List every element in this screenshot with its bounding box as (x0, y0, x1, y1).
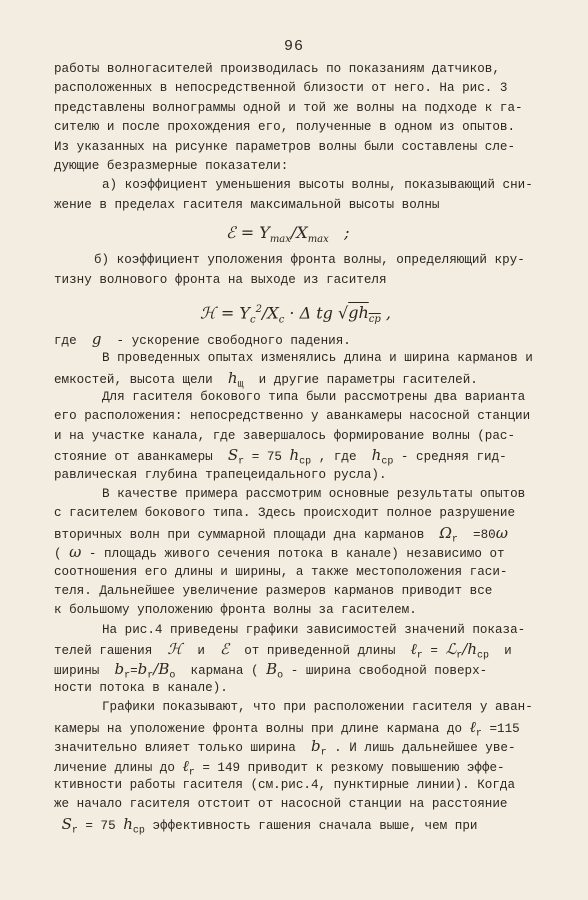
text-line: личение длины до ℓ$_r$ = 149 приводит к резкому повышению эффе- (54, 756, 505, 779)
text-line: тизну волнового фронта на выходе из гасителя (54, 272, 387, 287)
page-number: 96 (283, 38, 304, 55)
text-line: жение в пределах гасителя максимальной высоты волны (54, 197, 440, 212)
formula-h: ℋ = $Y_c^2/X_c \cdot \Delta$ tg $√gh_{cp}$ , (200, 303, 391, 326)
text-line: его расположения: непосредственно у аванкамеры насосной станции (54, 409, 531, 424)
text-line: работы волногасителей производилась по показаниям датчиков, (54, 62, 500, 76)
formula-epsilon: ℰ = $Y_{max}/X_{max}$ ; (226, 223, 350, 246)
text-line: Из указанных на рисунке параметров волны были составлены сле- (54, 139, 516, 154)
text-line: дующие безразмерные показатели: (54, 158, 289, 173)
text-line: телей гашения ℋ и ℰ от приведенной длины ℓ$_r$ = $ℒ_r/h_{cp}$ и (54, 640, 512, 662)
text-line: стояние от аванкамеры $S_r = 75$ $h_{cp}$ , где $h_{cp}$ - средняя гид- (54, 446, 507, 468)
text-line: к большому уположению фронта волны за гасителем. (54, 603, 417, 618)
text-line: $S_r = 75$ $h_{cp}$ эффективность гашения сначала выше, чем при (61, 814, 478, 837)
text-line: ности потока в канале). (54, 680, 228, 695)
text-line: сителю и после прохождения его, полученные в одном из опытов. (54, 120, 516, 135)
text-line: ( ω - площадь живого сечения потока в канале) независимо от (54, 543, 505, 562)
text-line: вторичных волн при суммарной площади дна карманов $\Omega_r =80\omega$ (54, 523, 508, 546)
text-line: В качестве примера рассмотрим основные результаты опытов (102, 487, 526, 502)
text-line: б) коэффициент уположения фронта волны, определяющий кру- (94, 253, 525, 268)
text-line: значительно влияет только ширина $b_r$ . И лишь дальнейшее уве- (54, 737, 516, 759)
text-line: ширины $b_r=b_r/B_o$ кармана ( $B_o$ - ширина свободной поверх- (54, 659, 488, 682)
text-line: камеры на уположение фронта волны при длине кармана до ℓ$_r$ =115 (54, 717, 520, 740)
text-line: с гасителем бокового типа. Здесь происходит полное разрушение (54, 506, 516, 521)
text-line: представлены волнограммы одной и той же волны на подходе к га- (54, 100, 523, 115)
text-line: равлическая глубина трапецеидального русла). (54, 467, 387, 482)
text-line: На рис.4 приведены графики зависимостей значений показа- (102, 622, 526, 637)
text-line: ктивности работы гасителя (см.рис.4, пунктирные линии). Когда (54, 777, 516, 792)
text-line: и на участке канала, где завершалось формирование волны (рас- (54, 428, 516, 443)
text-line: Графики показывают, что при расположении гасителя у аван- (102, 700, 533, 715)
body-text (54, 60, 554, 837)
text-line: же начало гасителя отстоит от насосной станции на расстояние (54, 797, 508, 812)
text-line: теля. Дальнейшее увеличение размеров карманов приводит все (54, 583, 493, 598)
text-line: где g - ускорение свободного падения. (54, 329, 351, 348)
text-line: соотношения его длины и ширины, а также местоположения гаси- (54, 564, 508, 579)
text-line: В проведенных опытах изменялись длина и ширина карманов и (102, 351, 533, 366)
text-line: а) коэффициент уменьшения высоты волны, показывающий сни- (102, 178, 533, 193)
text-line: расположенных в непосредственной близости от него. На рис. 3 (54, 81, 508, 96)
text-line: Для гасителя бокового типа были рассмотрены два варианта (102, 390, 526, 405)
text-line: емкостей, высота щели $h_щ$ и другие параметры гасителей. (54, 368, 478, 391)
